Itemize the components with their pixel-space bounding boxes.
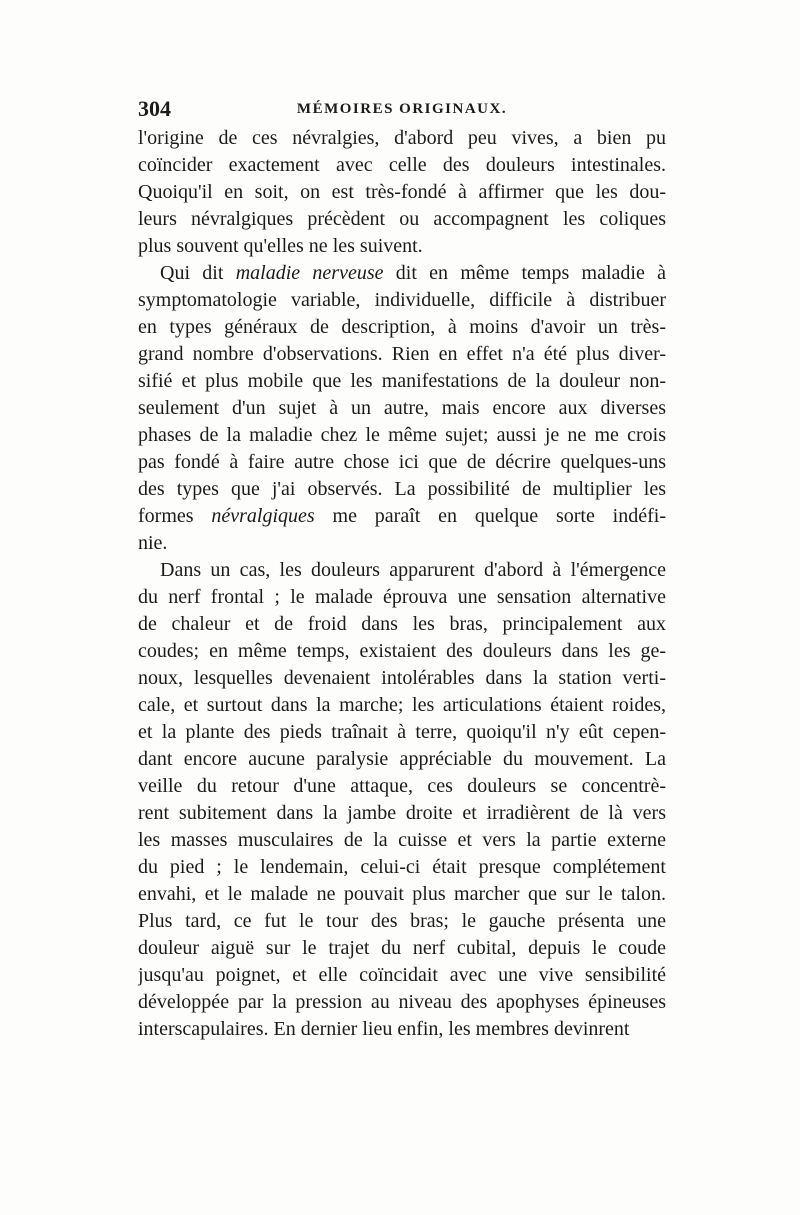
text-line: phases de la maladie chez le même sujet; aussi je ne me crois	[138, 424, 666, 446]
paragraph	[138, 260, 666, 557]
page-header	[138, 96, 666, 124]
text-line: sifié et plus mobile que les manifestations de la douleur non-	[138, 370, 666, 392]
text-line: en types généraux de description, à moins d'avoir un très-	[138, 316, 666, 338]
text-line: développée par la pression au niveau des apophyses épineuses	[138, 991, 666, 1013]
text-line: Dans un cas, les douleurs apparurent d'abord à l'émergence	[160, 559, 666, 581]
text-line: seulement d'un sujet à un autre, mais encore aux diverses	[138, 397, 666, 419]
text-line	[138, 260, 666, 287]
text-line: de chaleur et de froid dans les bras, principalement aux	[138, 613, 666, 635]
page-number: 304	[138, 96, 171, 121]
italic-phrase: maladie nerveuse	[235, 262, 384, 284]
text-line: interscapulaires. En dernier lieu enfin, les membres devinrent	[138, 1018, 630, 1040]
text-line: nie.	[138, 532, 168, 554]
text-line: jusqu'au poignet, et elle coïncidait avec une vive sensibilité	[138, 964, 666, 986]
text-line: rent subitement dans la jambe droite et irradièrent de là vers	[138, 802, 666, 824]
text-line: et la plante des pieds traînait à terre, quoiqu'il n'y eût cepen-	[138, 721, 666, 743]
text-line: dant encore aucune paralysie appréciable du mouvement. La	[138, 748, 666, 770]
text-segment: Qui dit	[160, 262, 236, 284]
text-line: noux, lesquelles devenaient intolérables dans la station verti-	[138, 667, 666, 689]
text-line: symptomatologie variable, individuelle, difficile à distribuer	[138, 289, 666, 311]
text-line: Quoiqu'il en soit, on est très-fondé à affirmer que les dou-	[138, 181, 666, 203]
text-line: coïncider exactement avec celle des douleurs intestinales.	[138, 154, 666, 176]
italic-phrase: névralgiques	[211, 505, 315, 527]
text-line: du nerf frontal ; le malade éprouva une sensation alternative	[138, 586, 666, 608]
paragraph	[138, 125, 666, 260]
text-segment: dit en même temps maladie à	[383, 262, 666, 284]
text-line	[138, 503, 666, 530]
text-segment: me paraît en quelque sorte indéfi-	[314, 505, 666, 527]
text-line: envahi, et le malade ne pouvait plus marcher que sur le talon.	[138, 883, 666, 905]
text-line: cale, et surtout dans la marche; les articulations étaient roides,	[138, 694, 666, 716]
text-line: des types que j'ai observés. La possibilité de multiplier les	[138, 478, 666, 500]
paragraph	[138, 557, 666, 1043]
text-line: pas fondé à faire autre chose ici que de décrire quelques-uns	[138, 451, 666, 473]
body-text	[138, 125, 666, 1043]
text-line: douleur aiguë sur le trajet du nerf cubital, depuis le coude	[138, 937, 666, 959]
text-line: veille du retour d'une attaque, ces douleurs se concentrè-	[138, 775, 666, 797]
running-head: MÉMOIRES ORIGINAUX.	[296, 101, 508, 117]
text-line: plus souvent qu'elles ne les suivent.	[138, 235, 423, 257]
text-line: l'origine de ces névralgies, d'abord peu vives, a bien pu	[138, 127, 666, 149]
text-line: coudes; en même temps, existaient des douleurs dans les ge-	[138, 640, 666, 662]
text-line: du pied ; le lendemain, celui-ci était presque complétement	[138, 856, 666, 878]
text-segment: formes	[138, 505, 212, 527]
text-line: leurs névralgiques précèdent ou accompagnent les coliques	[138, 208, 666, 230]
text-line: grand nombre d'observations. Rien en effet n'a été plus diver-	[138, 343, 666, 365]
text-line: Plus tard, ce fut le tour des bras; le gauche présenta une	[138, 910, 666, 932]
text-line: les masses musculaires de la cuisse et vers la partie externe	[138, 829, 666, 851]
